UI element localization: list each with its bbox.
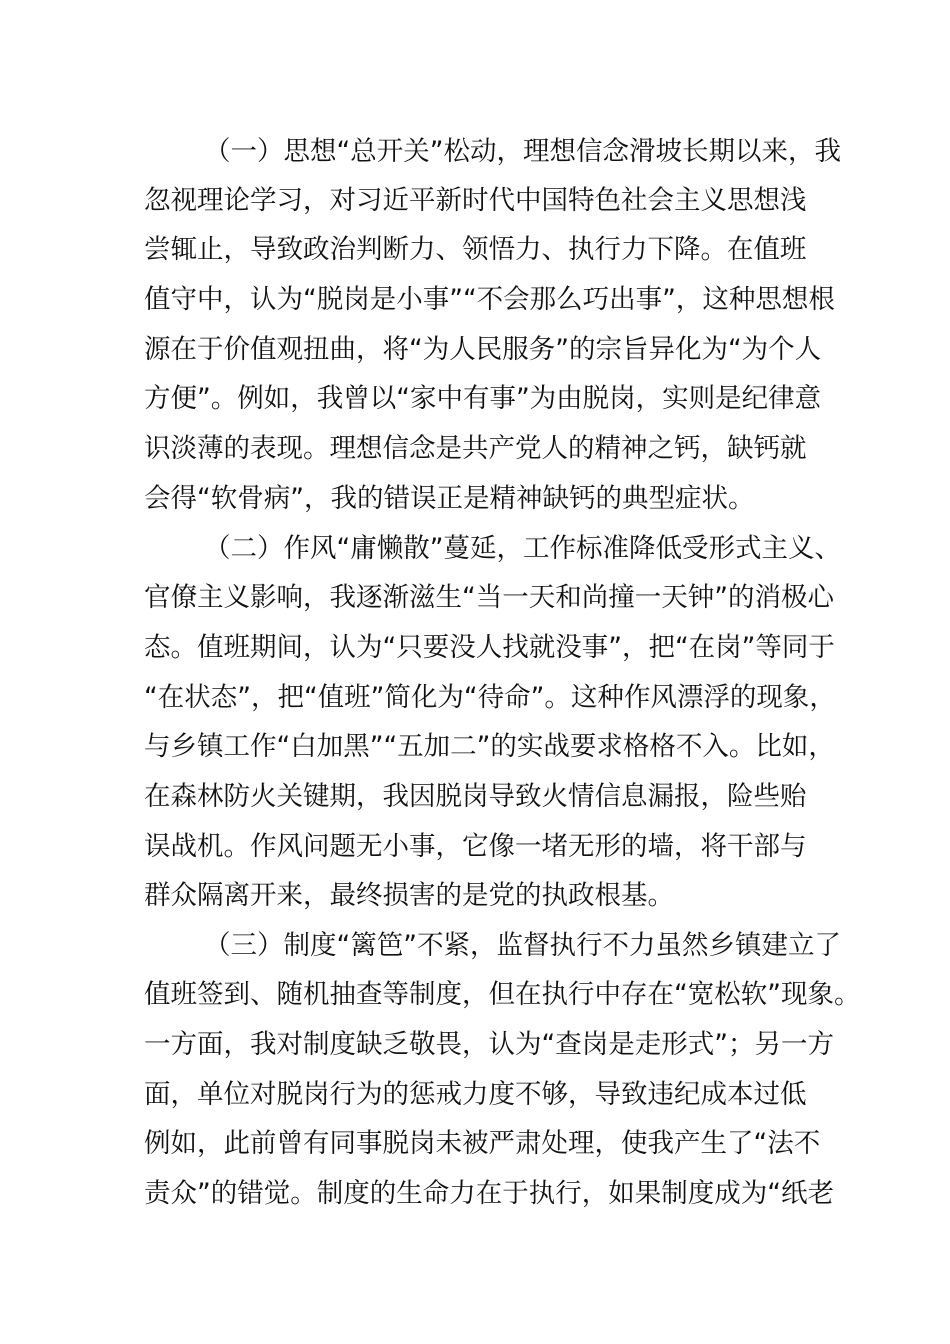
paragraph-line: 官僚主义影响，我逐渐滋生“当一天和尚撞一天钟”的消极心 [144, 582, 834, 613]
paragraph-line: 方便”。例如，我曾以“家中有事”为由脱岗，实则是纪律意 [144, 383, 822, 414]
paragraph-line: 与乡镇工作“白加黑”“五加二”的实战要求格格不入。比如， [144, 731, 835, 762]
paragraph-line: （一）思想“总开关”松动，理想信念滑坡长期以来，我 [204, 136, 841, 167]
paragraph-line: 面，单位对脱岗行为的惩戒力度不够，导致违纪成本过低 [144, 1079, 807, 1110]
paragraph-line: （三）制度“篱笆”不紧，监督执行不力虽然乡镇建立了 [204, 930, 841, 961]
paragraph-line: 责众”的错觉。制度的生命力在于执行，如果制度成为“纸老 [144, 1178, 834, 1209]
paragraph-line: 一方面，我对制度缺乏敬畏，认为“查岗是走形式”；另一方 [144, 1029, 834, 1060]
paragraph-line: 群众隔离开来，最终损害的是党的执政根基。 [144, 880, 674, 911]
paragraph-line: 值班签到、随机抽查等制度，但在执行中存在“宽松软”现象。 [144, 979, 861, 1010]
paragraph-line: 忽视理论学习，对习近平新时代中国特色社会主义思想浅 [144, 185, 807, 216]
paragraph-line: 尝辄止，导致政治判断力、领悟力、执行力下降。在值班 [144, 234, 807, 265]
paragraph-line: 会得“软骨病”，我的错误正是精神缺钙的典型症状。 [144, 483, 755, 514]
paragraph-line: 源在于价值观扭曲，将“为人民服务”的宗旨异化为“为个人 [144, 334, 822, 365]
paragraph-line: （二）作风“庸懒散”蔓延，工作标准降低受形式主义、 [204, 533, 841, 564]
paragraph-line: 识淡薄的表现。理想信念是共产党人的精神之钙，缺钙就 [144, 433, 807, 464]
paragraph-line: 误战机。作风问题无小事，它像一堵无形的墙，将干部与 [144, 831, 807, 862]
paragraph-line: 态。值班期间，认为“只要没人找就没事”，把“在岗”等同于 [144, 632, 835, 663]
paragraph-line: 值守中，认为“脱岗是小事”“不会那么巧出事”，这种思想根 [144, 284, 835, 315]
paragraph-line: “在状态”，把“值班”简化为“待命”。这种作风漂浮的现象， [144, 682, 836, 713]
paragraph-line: 在森林防火关键期，我因脱岗导致火情信息漏报，险些贻 [144, 781, 807, 812]
paragraph-line: 例如，此前曾有同事脱岗未被严肃处理，使我产生了“法不 [144, 1128, 821, 1159]
